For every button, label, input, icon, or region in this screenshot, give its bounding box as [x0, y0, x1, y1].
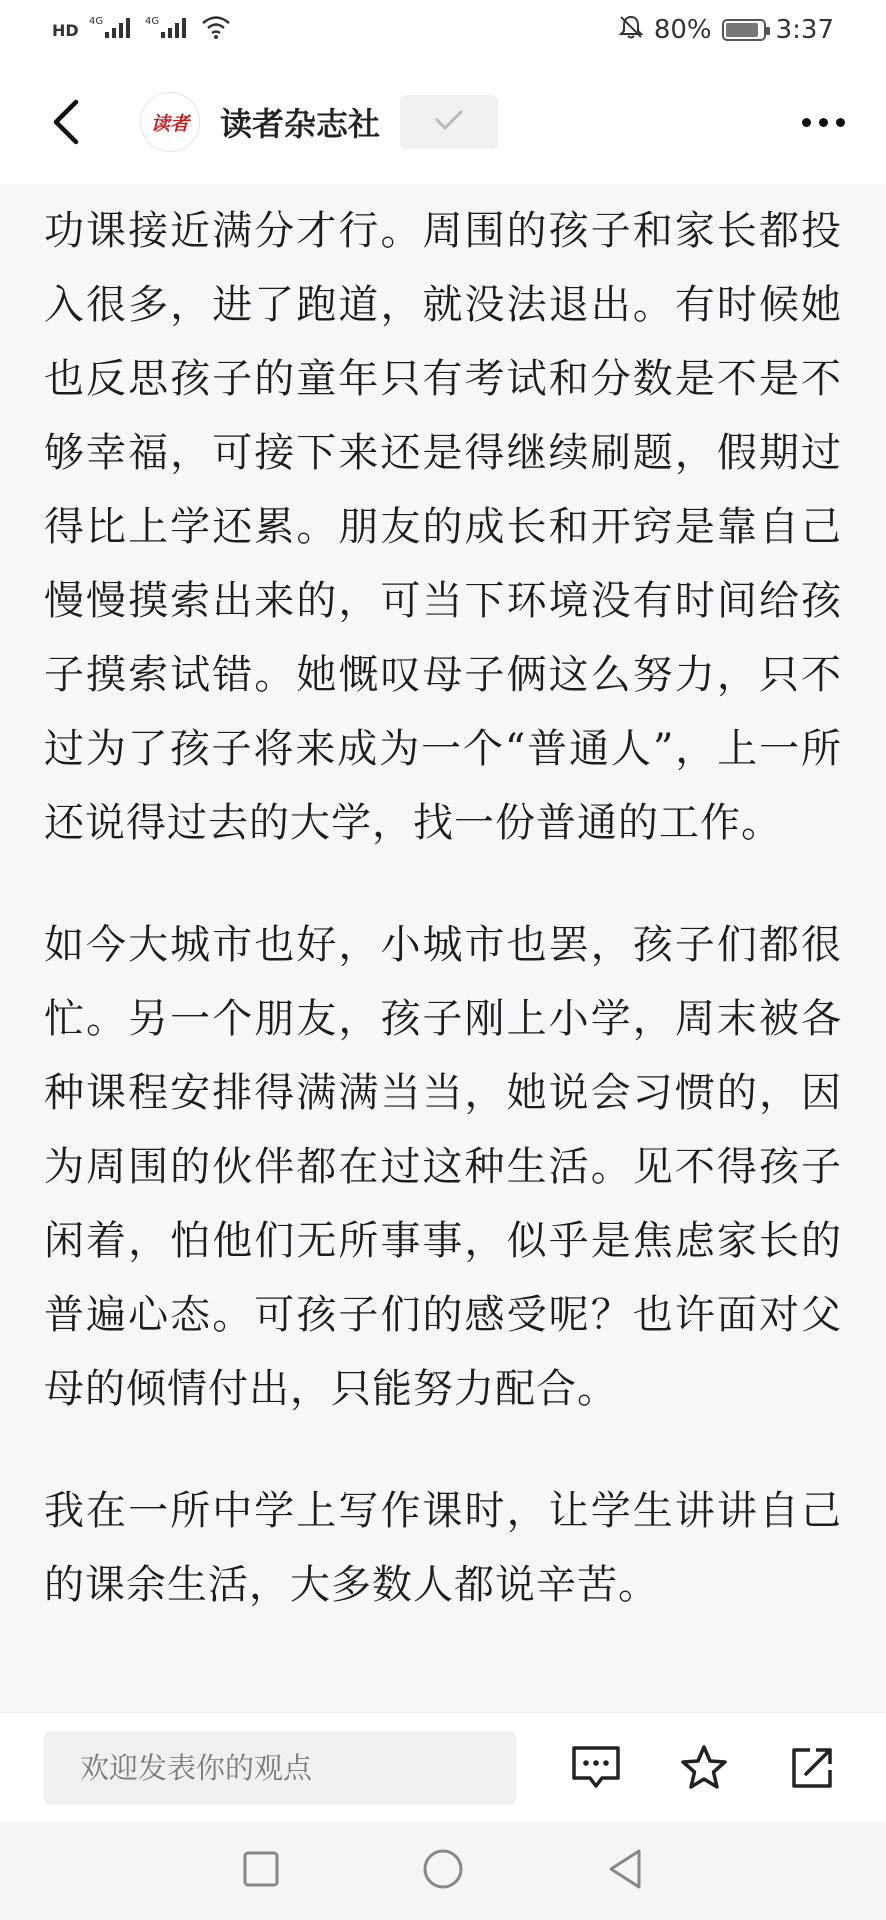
article-content [0, 184, 886, 1712]
mute-bell-icon [618, 14, 644, 47]
follow-button[interactable] [400, 95, 498, 149]
publisher-name[interactable]: 读者杂志社 [220, 105, 381, 143]
back-triangle-icon[interactable] [605, 1847, 645, 1895]
check-icon [434, 108, 464, 136]
system-nav-bar [0, 1822, 886, 1920]
battery-icon [722, 19, 766, 41]
status-bar-right [618, 14, 834, 47]
signal1-label: 4G [88, 15, 103, 27]
battery-percent: 80% [653, 15, 712, 45]
wifi-icon [201, 14, 231, 47]
chevron-left-icon[interactable] [36, 92, 96, 152]
comment-input[interactable] [44, 1731, 516, 1805]
recent-apps-square-icon[interactable] [241, 1849, 281, 1893]
article-paragraph: 我在一所中学上写作课时，让学生讲讲自己的课余生活，大多数人都说辛苦。 [44, 1488, 842, 1608]
signal-icon [145, 14, 191, 47]
star-icon[interactable] [674, 1738, 734, 1798]
signal-icon [89, 14, 135, 47]
article-paragraph: 功课接近满分才行。周围的孩子和家长都投入很多，进了跑道，就没法退出。有时候她也反思孩子的童年只有考试和分数是不是不够幸福，可接下来还是得继续刷题，假期过得比上学还累。朋友的成长和开窍是靠自己慢慢摸索出来的，可当下环境没有时间给孩子摸索试错。她慨叹母子俩这么努力，只不过为了孩子将来成为一个“普通人”，上一所还说得过去的大学，找一份普通的工作。 [44, 208, 842, 846]
status-bar-left [52, 14, 231, 47]
home-circle-icon[interactable] [421, 1847, 465, 1895]
more-dots-icon[interactable] [788, 92, 858, 152]
share-icon[interactable] [782, 1738, 842, 1798]
top-nav-bar [0, 60, 886, 184]
article-paragraph: 如今大城市也好，小城市也罢，孩子们都很忙。另一个朋友，孩子刚上小学，周末被各种课程安排得满满当当，她说会习惯的，因为周围的伙伴都在过这种生活。见不得孩子闲着，怕他们无所事事，似乎是焦虑家长的普遍心态。可孩子们的感受呢？也许面对父母的倾情付出，只能努力配合。 [44, 922, 842, 1412]
bottom-action-bar [0, 1712, 886, 1822]
bottom-actions [566, 1738, 842, 1798]
clock-time: 3:37 [775, 15, 834, 45]
signal2-label: 4G [144, 15, 159, 27]
comment-icon[interactable] [566, 1738, 626, 1798]
hd-indicator: HD [52, 20, 79, 40]
status-bar [0, 0, 886, 60]
publisher-avatar[interactable]: 读者 [140, 92, 200, 152]
